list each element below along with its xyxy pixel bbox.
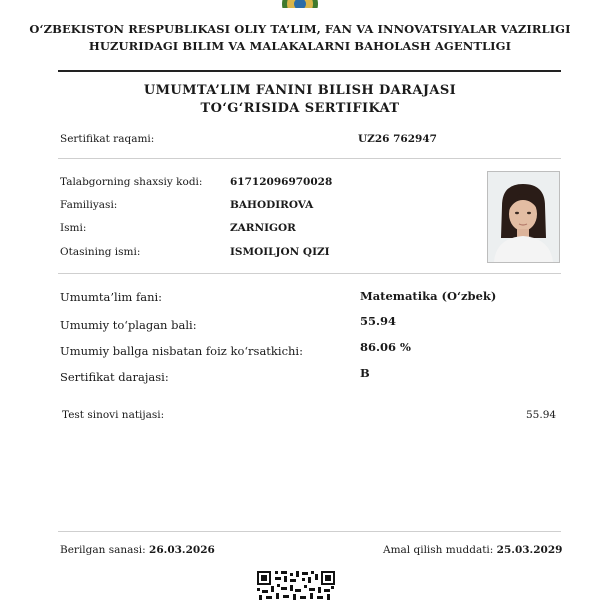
valid-until	[383, 544, 562, 556]
personal-code-label: Talabgorning shaxsiy kodi:	[60, 176, 203, 188]
subject-label: Umumta’lim fani:	[60, 290, 163, 304]
qr-code-icon	[257, 571, 335, 600]
agency-name: HUZURIDAGI BILIM VA MALAKALARNI BAHOLASH AGENTLIGI	[88, 39, 512, 53]
certificate-number-value: UZ26 762947	[358, 133, 437, 145]
patronymic-label: Otasining ismi:	[60, 246, 141, 258]
issue-date-value: 26.03.2026	[149, 544, 215, 556]
surname-label: Familiyasi:	[60, 199, 118, 211]
certificate-title-line2: TO‘G‘RISIDA SERTIFIKAT	[200, 101, 400, 116]
issue-date-label: Berilgan sanasi:	[60, 544, 146, 556]
section-divider	[58, 158, 561, 159]
percent-label: Umumiy ballga nisbatan foiz ko‘rsatkichi:	[60, 344, 303, 358]
total-score-label: Umumiy to‘plagan bali:	[60, 318, 197, 332]
subject-value: Matematika (O‘zbek)	[360, 289, 497, 303]
certificate-level-label: Sertifikat darajasi:	[60, 370, 169, 384]
issue-date	[60, 544, 215, 556]
percent-value: 86.06 %	[360, 340, 411, 354]
certificate-title-line1: UMUMTA’LIM FANINI BILISH DARAJASI	[143, 83, 457, 98]
valid-until-label: Amal qilish muddati:	[383, 544, 494, 556]
test-result-label: Test sinovi natijasi:	[62, 409, 165, 421]
footer-divider	[58, 531, 561, 532]
ministry-name: O‘ZBEKISTON RESPUBLIKASI OLIY TA’LIM, FAN VA INNOVATSIYALAR VAZIRLIGI	[29, 22, 571, 36]
surname-value: BAHODIROVA	[230, 199, 314, 211]
total-score-value: 55.94	[360, 314, 397, 328]
test-result-value: 55.94	[526, 409, 557, 421]
personal-code-value: 61712096970028	[230, 176, 333, 188]
certificate-level-value: B	[360, 366, 370, 380]
portrait-photo	[487, 171, 560, 263]
first-name-label: Ismi:	[60, 222, 87, 234]
header-divider	[58, 70, 561, 72]
first-name-value: ZARNIGOR	[230, 222, 296, 234]
section-divider	[58, 273, 561, 274]
certificate-number-label: Sertifikat raqami:	[60, 133, 155, 145]
patronymic-value: ISMOILJON QIZI	[230, 246, 330, 258]
valid-until-value: 25.03.2029	[496, 544, 563, 556]
state-emblem-icon	[276, 0, 324, 8]
